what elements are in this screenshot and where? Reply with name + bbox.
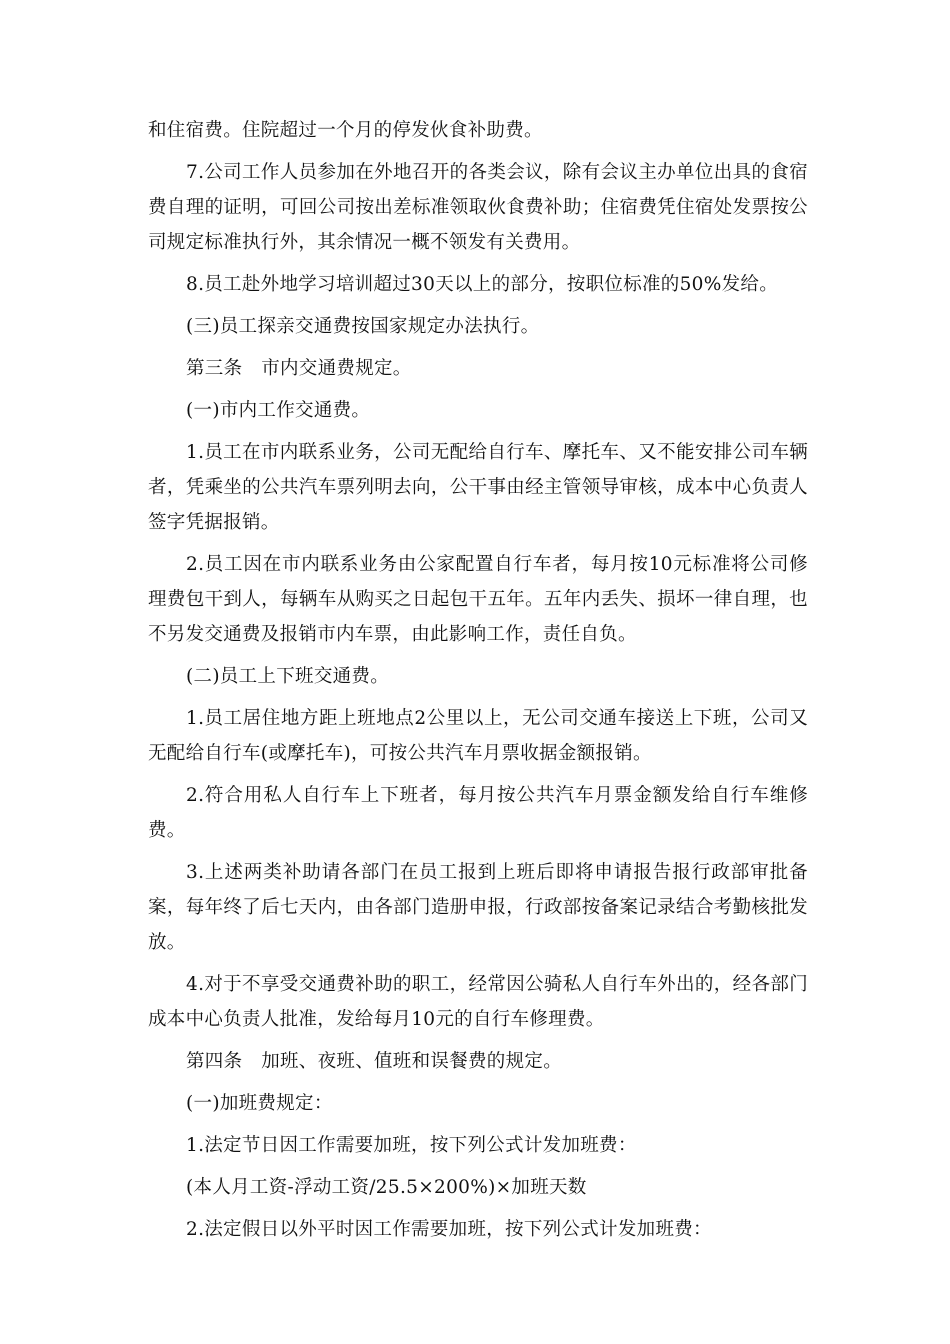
article-4-heading: 第四条 加班、夜班、值班和误餐费的规定。 [186, 1051, 563, 1072]
subsection-2-heading: (二)员工上下班交通费。 [186, 666, 390, 687]
paragraph-item-7: 7.公司工作人员参加在外地召开的各类会议，除有会议主办单位出具的食宿费自理的证明，可回公司按出差标准领取伙食费补助；住宿费凭住宿处发票按公司规定标准执行外，其余情况一概不领发有关费用。 [148, 162, 808, 253]
subsection-overtime-heading: (一)加班费规定： [186, 1093, 333, 1114]
document-body [148, 113, 808, 1254]
paragraph-item-1c: 1.法定节日因工作需要加班，按下列公式计发加班费： [186, 1135, 637, 1156]
paragraph-item-1: 1.员工在市内联系业务，公司无配给自行车、摩托车、又不能安排公司车辆者，凭乘坐的公共汽车票列明去向，公干事由经主管领导审核，成本中心负责人签字凭据报销。 [148, 442, 808, 533]
paragraph-item-8: 8.员工赴外地学习培训超过30天以上的部分，按职位标准的50%发给。 [186, 274, 779, 295]
paragraph-section-3: (三)员工探亲交通费按国家规定办法执行。 [186, 316, 540, 337]
paragraph-item-2b: 2.符合用私人自行车上下班者，每月按公共汽车月票金额发给自行车维修费。 [148, 785, 808, 841]
article-3-heading: 第三条 市内交通费规定。 [186, 358, 412, 379]
paragraph-item-1b: 1.员工居住地方距上班地点2公里以上，无公司交通车接送上下班，公司又无配给自行车(或摩托车)，可按公共汽车月票收据金额报销。 [148, 708, 808, 764]
paragraph-item-4b: 4.对于不享受交通费补助的职工，经常因公骑私人自行车外出的，经各部门成本中心负责人批准，发给每月10元的自行车修理费。 [148, 974, 808, 1030]
paragraph-item-3b: 3.上述两类补助请各部门在员工报到上班后即将申请报告报行政部审批备案，每年终了后七天内，由各部门造册申报，行政部按备案记录结合考勤核批发放。 [148, 862, 808, 953]
formula-line: (本人月工资-浮动工资/25.5×200%)×加班天数 [186, 1177, 587, 1198]
subsection-1-heading: (一)市内工作交通费。 [186, 400, 371, 421]
paragraph-continuation: 和住宿费。住院超过一个月的停发伙食补助费。 [148, 120, 543, 141]
paragraph-item-2c: 2.法定假日以外平时因工作需要加班，按下列公式计发加班费： [186, 1219, 712, 1240]
paragraph-item-2: 2.员工因在市内联系业务由公家配置自行车者，每月按10元标准将公司修理费包干到人，每辆车从购买之日起包干五年。五年内丢失、损坏一律自理，也不另发交通费及报销市内车票，由此影响工作，责任自负。 [148, 554, 808, 645]
